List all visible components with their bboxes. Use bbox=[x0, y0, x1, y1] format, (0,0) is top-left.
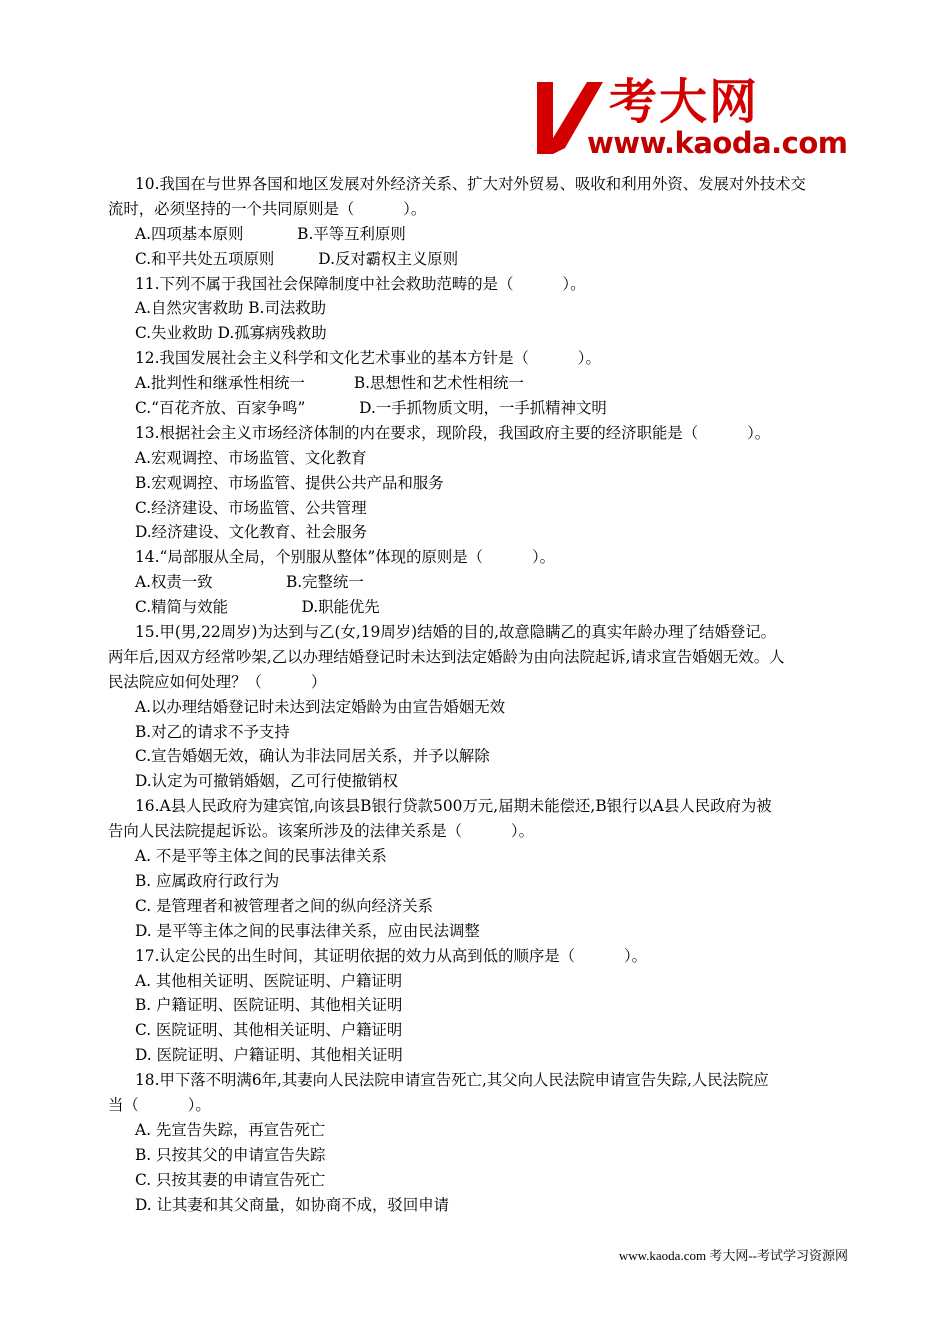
answer-option: A.权责一致 B.完整统一 bbox=[135, 573, 364, 592]
answer-option: A.批判性和继承性相统一 B.思想性和艺术性相统一 bbox=[135, 374, 524, 393]
answer-option: C.经济建设、市场监管、公共管理 bbox=[135, 498, 367, 517]
answer-option: A.四项基本原则 B.平等互利原则 bbox=[135, 224, 406, 243]
answer-option: C.精简与效能 D.职能优先 bbox=[135, 598, 380, 617]
answer-option: C. 是管理者和被管理者之间的纵向经济关系 bbox=[135, 896, 434, 915]
answer-option: B.对乙的请求不予支持 bbox=[135, 722, 290, 741]
page-footer: www.kaoda.com 考大网--考试学习资源网 bbox=[618, 1248, 848, 1263]
answer-option: B. 户籍证明、医院证明、其他相关证明 bbox=[135, 996, 403, 1015]
answer-option: C.“百花齐放、百家争鸣” D.一手抓物质文明，一手抓精神文明 bbox=[135, 399, 607, 418]
answer-option: C.失业救助 D.孤寡病残救助 bbox=[135, 324, 327, 343]
answer-option: C.宣告婚姻无效，确认为非法同居关系，并予以解除 bbox=[135, 747, 490, 766]
answer-option: C.和平共处五项原则 D.反对霸权主义原则 bbox=[135, 249, 459, 268]
answer-option: D. 让其妻和其父商量，如协商不成，驳回申请 bbox=[135, 1195, 449, 1214]
answer-option: D.认定为可撤销婚姻，乙可行使撤销权 bbox=[135, 772, 398, 791]
question-text: 告向人民法院提起诉讼。该案所涉及的法律关系是（ ）。 bbox=[108, 822, 534, 841]
answer-option: B. 应属政府行政行为 bbox=[135, 871, 280, 890]
question-text: 16.A县人民政府为建宾馆,向该县B银行贷款500万元,届期未能偿还,B银行以A县人民政府为被 bbox=[135, 797, 772, 816]
answer-option: D.经济建设、文化教育、社会服务 bbox=[135, 523, 368, 542]
answer-option: A.以办理结婚登记时未达到法定婚龄为由宣告婚姻无效 bbox=[135, 697, 505, 716]
question-text: 13.根据社会主义市场经济体制的内在要求，现阶段，我国政府主要的经济职能是（ ）。 bbox=[135, 423, 771, 442]
question-text: 民法院应如何处理？（ ） bbox=[108, 672, 327, 691]
question-content bbox=[108, 172, 853, 1217]
logo-text: 考大网 bbox=[609, 74, 760, 130]
question-text: 18.甲下落不明满6年,其妻向人民法院申请宣告死亡,其父向人民法院申请宣告失踪,人民法院应 bbox=[135, 1071, 769, 1090]
answer-option: D. 是平等主体之间的民事法律关系，应由民法调整 bbox=[135, 921, 480, 940]
answer-option: A. 不是平等主体之间的民事法律关系 bbox=[135, 847, 387, 866]
question-text: 17.认定公民的出生时间，其证明依据的效力从高到低的顺序是（ ）。 bbox=[135, 946, 648, 965]
question-text: 流时，必须坚持的一个共同原则是（ ）。 bbox=[108, 199, 427, 218]
question-text: 14.“局部服从全局，个别服从整体”体现的原则是（ ）。 bbox=[135, 548, 556, 567]
question-text: 当（ ）。 bbox=[108, 1095, 211, 1114]
question-text: 10.我国在与世界各国和地区发展对外经济关系、扩大对外贸易、吸收和利用外资、发展对外技术交 bbox=[135, 175, 806, 193]
site-logo bbox=[533, 76, 851, 160]
question-text: 12.我国发展社会主义科学和文化艺术事业的基本方针是（ ）。 bbox=[135, 349, 601, 368]
answer-option: B. 只按其父的申请宣告失踪 bbox=[135, 1145, 326, 1164]
question-text: 11.下列不属于我国社会保障制度中社会救助范畴的是（ ）。 bbox=[135, 274, 586, 293]
question-text: 两年后,因双方经常吵架,乙以办理结婚登记时未达到法定婚龄为由向法院起诉,请求宣告婚姻无效。人 bbox=[108, 647, 785, 666]
answer-option: A.自然灾害救助 B.司法救助 bbox=[135, 299, 327, 318]
answer-option: A. 其他相关证明、医院证明、户籍证明 bbox=[135, 971, 403, 990]
answer-option: B.宏观调控、市场监管、提供公共产品和服务 bbox=[135, 473, 444, 492]
answer-option: C. 只按其妻的申请宣告死亡 bbox=[135, 1170, 326, 1189]
answer-option: A. 先宣告失踪，再宣告死亡 bbox=[135, 1120, 326, 1139]
answer-option: C. 医院证明、其他相关证明、户籍证明 bbox=[135, 1021, 403, 1040]
question-text: 15.甲(男,22周岁)为达到与乙(女,19周岁)结婚的目的,故意隐瞒乙的真实年龄办理了结婚登记。 bbox=[135, 623, 777, 642]
answer-option: D. 医院证明、户籍证明、其他相关证明 bbox=[135, 1046, 403, 1065]
logo-url: www.kaoda.com bbox=[587, 126, 848, 160]
answer-option: A.宏观调控、市场监管、文化教育 bbox=[135, 448, 367, 467]
